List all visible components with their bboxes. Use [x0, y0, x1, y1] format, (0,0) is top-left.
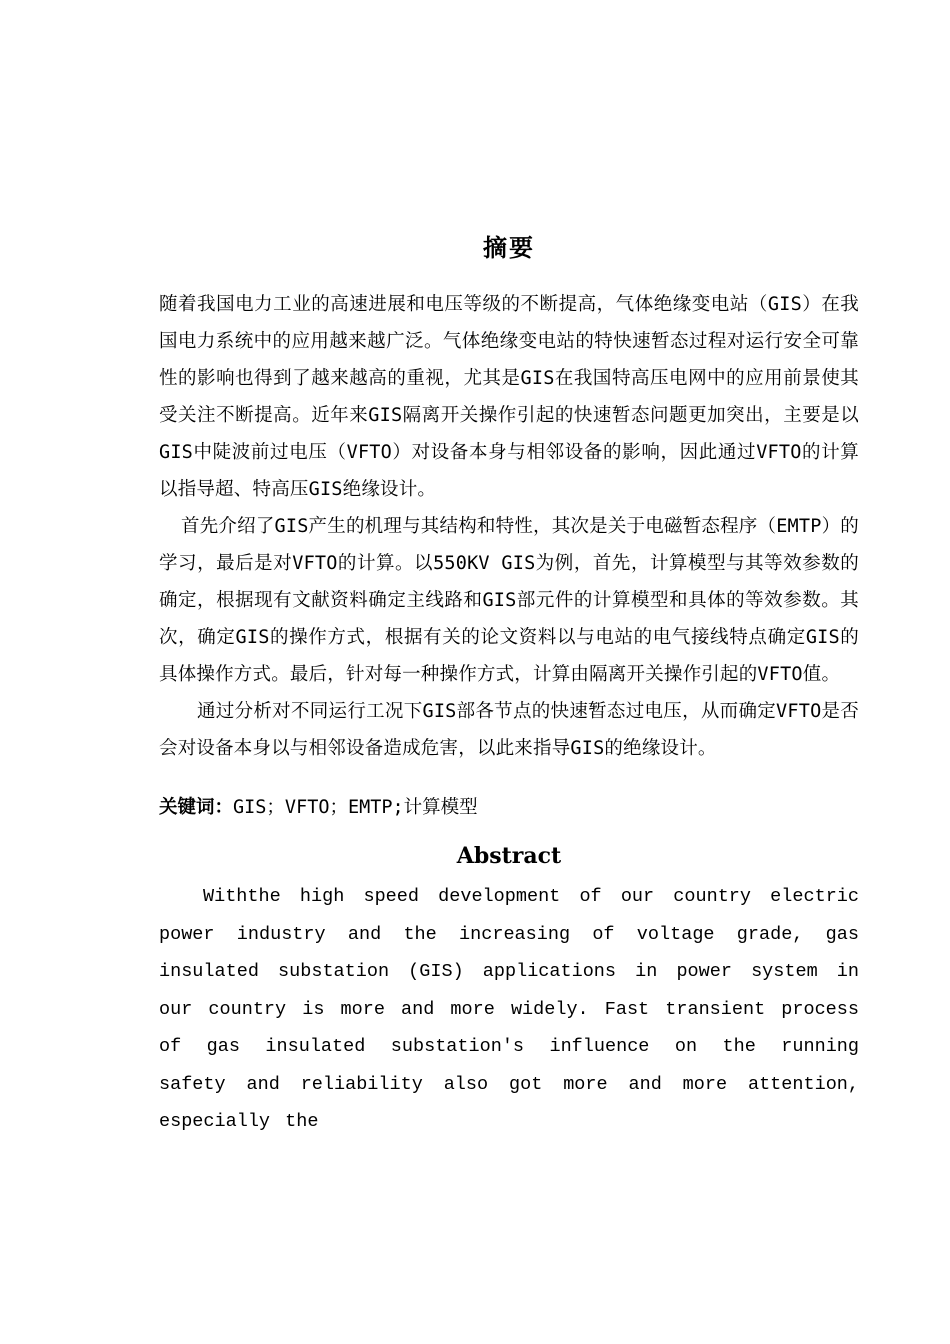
abstract-title-en: Abstract — [456, 843, 562, 869]
keywords-line — [159, 789, 859, 826]
abstract-paragraph-3: 通过分析对不同运行工况下GIS部各节点的快速暂态过电压，从而确定VFTO是否会对设备本身以与相邻设备造成危害，以此来指导GIS的绝缘设计。 — [159, 701, 859, 759]
abstract-paragraph-1: 随着我国电力工业的高速进展和电压等级的不断提高，气体绝缘变电站（GIS）在我国电力系统中的应用越来越广泛。气体绝缘变电站的特快速暂态过程对运行安全可靠性的影响也得到了越来越高的重视，尤其是GIS在我国特高压电网中的应用前景使其受关注不断提高。近年来GIS隔离开关操作引起的快速暂态问题更加突出，主要是以GIS中陡波前过电压（VFTO）对设备本身与相邻设备的影响，因此通过VFTO的计算以指导超、特高压GIS绝缘设计。 — [159, 294, 859, 500]
abstract-paragraph-en: Withthe high speed development of our country electric power industry and the increasing of voltage grade, gas insulated substation (GIS) applications in power system in our country is more and more widely. Fast transient process of gas insulated substation's influence on the running safety and reliability also got more and more attention, especially the — [159, 886, 859, 1132]
document-body — [159, 230, 859, 1141]
abstract-paragraph-2: 首先介绍了GIS产生的机理与其结构和特性，其次是关于电磁暂态程序（EMTP）的学习，最后是对VFTO的计算。以550KV GIS为例，首先，计算模型与其等效参数的确定，根据现有文献资料确定主线路和GIS部元件的计算模型和具体的等效参数。其次，确定GIS的操作方式，根据有关的论文资料以与电站的电气接线特点确定GIS的具体操作方式。最后，针对每一种操作方式，计算由隔离开关操作引起的VFTO值。 — [159, 516, 859, 685]
abstract-title-cn: 摘要 — [483, 233, 535, 262]
keywords-value: GIS；VFTO；EMTP;计算模型 — [233, 797, 478, 818]
keywords-label: 关键词： — [159, 797, 234, 818]
